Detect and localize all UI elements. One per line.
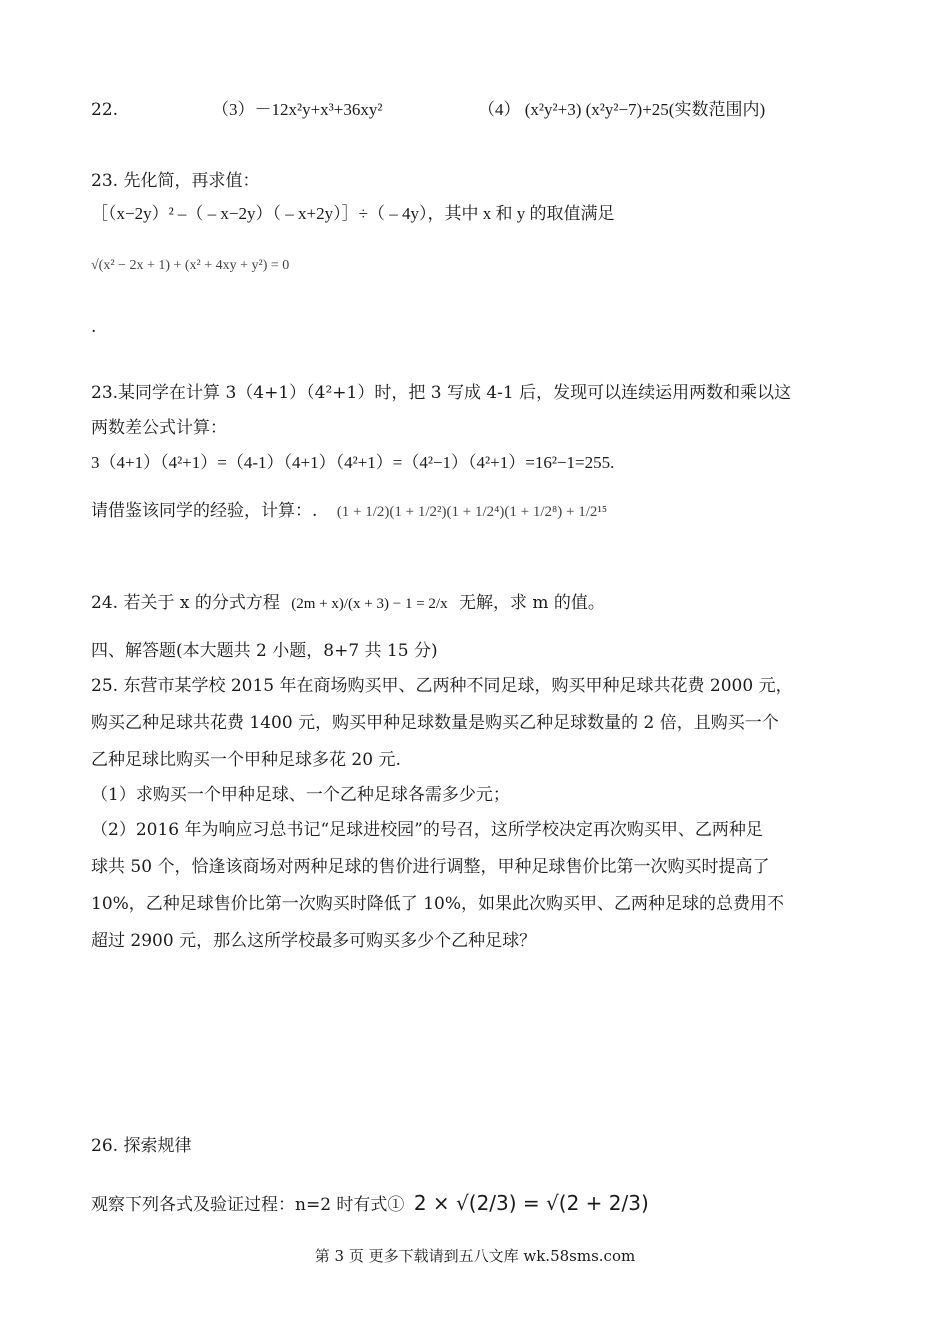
- q22-number: 22.: [91, 100, 119, 120]
- q26-title: 26. 探索规律: [91, 1136, 192, 1156]
- q23b-product-expression: (1 + 1/2)(1 + 1/2²)(1 + 1/2⁴)(1 + 1/2⁸) + 1/2¹⁵: [336, 504, 608, 520]
- q23a-dot: .: [91, 317, 97, 337]
- q25-sub1: （1）求购买一个甲种足球、一个乙种足球各需多少元；: [91, 785, 510, 805]
- q23a-title: 23. 先化简，再求值：: [91, 171, 260, 191]
- q23a-condition: √(x² − 2x + 1) + (x² + 4xy + y²) = 0: [91, 258, 290, 273]
- q25-line3: 乙种足球比购买一个甲种足球多花 20 元.: [91, 750, 401, 770]
- q23b-line4: [91, 500, 607, 523]
- q26-formula: 2 × √(2/3) = √(2 + 2/3): [413, 1191, 649, 1215]
- q25-sub2-line2: 球共 50 个，恰逢该商场对两种足球的售价进行调整，甲种足球售价比第一次购买时提高了: [91, 857, 770, 877]
- q25-sub2-line1: （2）2016 年为响应习总书记“足球进校园”的号召，这所学校决定再次购买甲、乙两种足: [91, 820, 763, 840]
- q25-sub2-line3: 10%，乙种足球售价比第一次购买时降低了 10%，如果此次购买甲、乙两种足球的总费用不: [91, 894, 784, 914]
- q25-line2: 购买乙种足球共花费 1400 元，购买甲种足球数量是购买乙种足球数量的 2 倍，且购买一个: [91, 713, 779, 733]
- q23b-line2: 两数差公式计算：: [91, 418, 227, 438]
- q24-prefix: 24. 若关于 x 的分式方程: [91, 593, 280, 613]
- q22-part4: （4） (x²y²+3) (x²y²−7)+25(实数范围内): [478, 100, 766, 119]
- q24-equation: (2m + x)/(x + 3) − 1 = 2/x: [291, 596, 448, 612]
- q22-part3: （3）－12x²y+x³+36xy²: [212, 100, 383, 119]
- q24-line: [91, 592, 605, 615]
- q23b-line1: 23.某同学在计算 3（4+1）（4²+1）时，把 3 写成 4-1 后，发现可以连续运用两数和乘以这: [91, 383, 792, 403]
- q23a-expression: ［（x−2y）² –（ – x−2y）（ – x+2y）］÷（ – 4y），其中 x 和 y 的取值满足: [91, 204, 615, 223]
- q25-line1: 25. 东营市某学校 2015 年在商场购买甲、乙两种不同足球，购买甲种足球共花费 2000 元，: [91, 676, 793, 696]
- page-footer: 第 3 页 更多下载请到五八文库 wk.58sms.com: [314, 1247, 636, 1265]
- section4-title: 四、解答题(本大题共 2 小题，8+7 共 15 分): [91, 641, 438, 661]
- q23b-line3: 3（4+1）（4²+1）=（4-1）（4+1）（4²+1）=（4²−1）（4²+1）=16²−1=255.: [91, 453, 615, 472]
- q22-line: [91, 99, 118, 121]
- q23b-line4-prefix: 请借鉴该同学的经验，计算：.: [91, 501, 318, 521]
- q24-suffix: 无解，求 m 的值。: [458, 593, 605, 613]
- q26-line1-prefix: 观察下列各式及验证过程：n=2 时有式①: [91, 1195, 405, 1215]
- q25-sub2-line4: 超过 2900 元，那么这所学校最多可购买多少个乙种足球？: [91, 931, 537, 951]
- q26-line1: [91, 1192, 649, 1216]
